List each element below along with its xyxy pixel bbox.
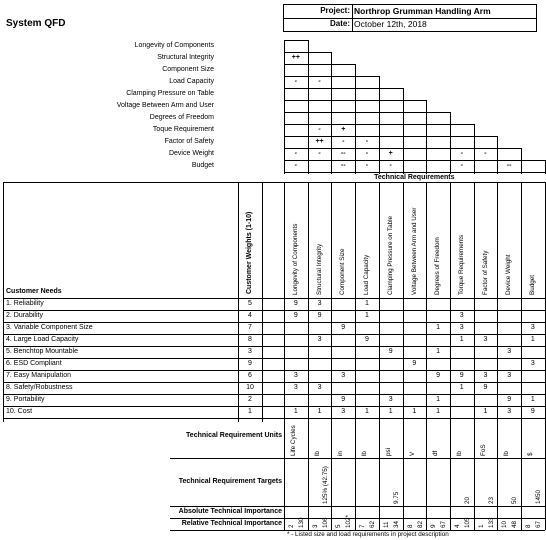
tech-req-column-header: Torque Requirements [457,234,465,295]
project-value: Northrop Grumman Handling Arm [354,6,491,16]
tech-req-column-header: Component Size [339,248,347,295]
grid-line [497,136,498,174]
units-label: Technical Requirement Units [186,432,282,439]
grid-line [170,506,545,507]
roof-correlation-mark: - [294,78,298,85]
relationship-cell: 3 [530,324,535,331]
relationship-cell: 1 [530,336,535,343]
relationship-cell: 1 [317,408,322,415]
relationship-cell: 1 [293,408,298,415]
customer-weight: 5 [248,300,252,307]
grid-line [170,458,545,459]
project-info-box [283,4,537,32]
grid-line [308,40,309,174]
relationship-cell: 1 [388,408,393,415]
tech-req-unit: Life Cycles [290,425,297,456]
tech-req-unit: lb [455,451,463,456]
relationship-cell: 9 [293,300,298,307]
grid-line [308,182,309,530]
customer-weight: 2 [248,396,252,403]
relationship-cell: 9 [317,312,322,319]
relative-importance-value: 1 [477,524,485,528]
relationship-cell: 3 [507,408,512,415]
customer-needs-label: Customer Needs [6,288,62,295]
roof-correlation-mark: -- [340,150,346,157]
tech-req-unit: $ [527,452,534,456]
grid-line [284,40,308,41]
relationship-cell: 3 [317,300,322,307]
tech-req-unit: lb [313,451,321,456]
customer-need-label: 10. Cost [6,408,33,415]
relative-importance-value: 5 [335,524,343,528]
tech-req-unit: FoS [479,444,487,456]
grid-line [331,182,332,530]
roof-correlation-mark: - [365,150,369,157]
customer-weight: 3 [248,348,252,355]
roof-row-label: Budget [191,162,214,169]
grid-line [262,182,263,422]
roof-correlation-mark: -- [340,162,346,169]
tech-req-column-header: Budget [529,275,536,295]
grid-line [284,40,285,174]
targets-label: Technical Requirement Targets [178,478,282,485]
relationship-cell: 1 [530,396,535,403]
tech-req-unit: psi [384,447,392,456]
roof-correlation-mark: + [341,126,346,133]
grid-line [3,370,545,371]
relationship-cell: 9 [459,372,464,379]
relationship-cell: 3 [293,384,298,391]
relationship-cell: 9 [341,396,346,403]
roof-row-label: Longevity of Components [134,42,214,49]
roof-row-label: Degrees of Freedom [149,114,214,121]
grid-line [355,64,356,174]
customer-need-label: 6. ESD Compliant [6,360,62,367]
grid-line [3,382,545,383]
customer-need-label: 1. Reliability [6,300,44,307]
grid-line [331,52,332,174]
relationship-cell: 3 [388,396,393,403]
relationship-cell: 3 [459,324,464,331]
customer-weight: 7 [248,324,252,331]
relationship-cell: 1 [364,300,369,307]
roof-row-label: Toque Requirement [152,126,214,133]
grid-line [379,76,380,174]
page-title: System QFD [6,18,66,29]
relationship-cell: 1 [364,408,369,415]
absolute-importance-value: 102* [345,515,353,528]
roof-correlation-mark: ++ [291,54,300,61]
grid-line [403,88,404,174]
grid-line [450,182,451,530]
roof-row-label: Load Capacity [169,78,214,85]
customer-weight: 9 [248,360,252,367]
tech-req-title: Technical Requirements [374,174,455,181]
grid-line [284,182,285,530]
grid-line [379,182,380,530]
relationship-cell: 1 [483,408,488,415]
grid-line [284,88,403,89]
tech-req-target: 9.75 [392,491,400,504]
roof-correlation-mark: - [365,138,369,145]
relationship-cell: 3 [507,372,512,379]
relationship-cell: 1 [412,408,417,415]
roof-correlation-mark: - [342,138,345,145]
absolute-importance-value: 34 [392,520,400,528]
absolute-importance-value: 67 [535,520,542,528]
tech-req-column-header: Device Weight [505,254,513,295]
relationship-cell: 3 [507,348,512,355]
grid-line [426,100,427,174]
roof-correlation-mark: - [460,150,463,157]
absolute-importance-value: 82 [416,520,424,528]
relative-importance-value: 11 [382,521,390,528]
grid-line [521,148,522,174]
roof-row-label: Component Size [162,66,214,73]
customer-weights-label: Customer Weights (1-10) [246,211,253,294]
relationship-cell: 3 [341,408,346,415]
tech-req-target: 1450 [535,489,542,504]
roof-correlation-mark: - [318,78,321,85]
relationship-cell: 1 [436,408,440,415]
relative-importance-value: 2 [288,524,295,528]
tech-req-target: 20 [463,496,471,504]
relationship-cell: 1 [436,324,440,331]
grid-line [521,182,522,530]
roof-correlation-mark: - [484,150,487,157]
roof-row-label: Structural Integrity [157,54,214,61]
relationship-cell: 9 [364,336,369,343]
date-value: October 12th, 2018 [354,19,427,29]
customer-need-label: 3. Variable Component Size [6,324,93,331]
relationship-cell: 9 [293,312,298,319]
tech-req-unit: in [337,451,345,456]
relationship-cell: 9 [530,408,535,415]
customer-need-label: 4. Large Load Capacity [6,336,79,343]
roof-correlation-mark: - [389,162,392,169]
grid-line [355,182,356,530]
roof-row-label: Clamping Pressure on Table [126,90,214,97]
tech-req-target: 50 [511,496,519,504]
absolute-importance-value: 130 [298,517,305,528]
grid-line [426,182,427,530]
grid-line [3,182,4,422]
tech-req-column-header: Factor of Safety [481,250,489,295]
relative-importance-value: 4 [453,524,461,528]
grid-line [284,182,545,183]
relationship-cell: 3 [459,312,464,319]
relationship-cell: 9 [483,384,488,391]
grid-line [3,310,545,311]
tech-req-column-header: Clamping Pressure on Table [386,216,394,295]
tech-req-target: 23 [487,496,495,504]
relative-importance-value: 8 [406,524,414,528]
customer-need-label: 2. Durability [6,312,43,319]
roof-correlation-mark: ++ [315,138,324,145]
absolute-importance-value: 67 [440,520,448,528]
roof-row-label: Factor of Safety [164,138,214,145]
grid-line [3,406,545,407]
relative-importance-value: 10 [501,520,509,528]
relationship-cell: 3 [317,384,322,391]
relationship-cell: 1 [436,348,440,355]
customer-weight: 10 [246,384,254,391]
absolute-importance-value: 48 [511,520,519,528]
tech-req-unit: lb [503,451,511,456]
grid-line [284,172,545,173]
grid-line [3,346,545,347]
grid-line [474,124,475,174]
grid-line [284,160,545,161]
grid-line [450,112,451,174]
grid-line [497,182,498,530]
customer-weight: 8 [248,336,252,343]
roof-row-label: Device Weight [168,150,214,157]
customer-need-label: 7. Easy Manipulation [6,372,71,379]
tech-req-unit: V [408,451,416,456]
tech-req-column-header: Load Capacity [363,254,371,295]
grid-line [3,358,545,359]
roof-correlation-mark: -- [506,162,512,169]
roof-correlation-mark: - [460,162,463,169]
relative-importance-value: 9 [430,524,438,528]
grid-line [474,182,475,530]
absolute-importance-value: 105 [463,517,471,528]
tech-req-column-header: Degrees of Freedom [434,237,442,295]
relationship-cell: 3 [317,336,322,343]
customer-need-label: 5. Benchtop Mountable [6,348,78,355]
grid-line [3,334,545,335]
relationship-cell: 3 [483,336,488,343]
relationship-cell: 1 [459,336,464,343]
relationship-cell: 3 [483,372,488,379]
roof-correlation-mark: - [318,150,321,157]
date-label: Date: [329,19,350,28]
grid-line [403,182,404,530]
grid-line [3,322,545,323]
grid-line [284,136,497,137]
relative-importance-value: 3 [311,524,319,528]
tech-req-column-header: Voltage Between Arm and User [410,207,418,295]
grid-line [3,394,545,395]
relationship-cell: 9 [507,396,512,403]
absolute-importance-value: 62 [369,520,377,528]
grid-line [284,64,355,65]
grid-line [3,298,545,299]
absolute-importance-label: Absolute Technical Importance [178,508,282,515]
customer-weight: 1 [248,408,252,415]
relationship-cell: 3 [341,372,346,379]
tech-req-target: 125% (42.75) [321,466,329,504]
roof-correlation-mark: - [294,162,298,169]
footnote: * - Listed size and load requirements in project description [287,531,449,538]
customer-need-label: 8. Safety/Robustness [6,384,73,391]
relationship-cell: 9 [341,324,346,331]
absolute-importance-value: 106 [321,517,329,528]
roof-row-label: Voltage Between Arm and User [116,102,214,109]
tech-req-column-header: Structural Integrity [315,243,323,295]
project-label: Project: [320,6,350,15]
relative-importance-value: 8 [525,524,532,528]
relationship-cell: 9 [388,348,393,355]
relative-importance-label: Relative Technical Importance [181,520,282,527]
customer-weight: 6 [248,372,252,379]
roof-correlation-mark: - [294,150,298,157]
roof-correlation-mark: - [365,162,369,169]
relative-importance-value: 7 [359,524,367,528]
tech-req-unit: lb [361,451,369,456]
relationship-cell: 1 [364,312,369,319]
roof-correlation-mark: - [318,126,321,133]
relationship-cell: 3 [293,372,298,379]
absolute-importance-value: 133 [487,517,495,528]
relationship-cell: 9 [436,372,440,379]
roof-correlation-mark: + [388,150,393,157]
grid-line [3,418,545,419]
tech-req-unit: df [432,450,440,456]
customer-need-label: 9. Portability [6,396,45,403]
grid-line [284,112,450,113]
tech-req-column-header: Longevity of Components [292,223,299,295]
relationship-cell: 3 [530,360,535,367]
relationship-cell: 1 [459,384,464,391]
customer-weight: 4 [248,312,252,319]
relationship-cell: 9 [412,360,417,367]
relationship-cell: 1 [436,396,440,403]
